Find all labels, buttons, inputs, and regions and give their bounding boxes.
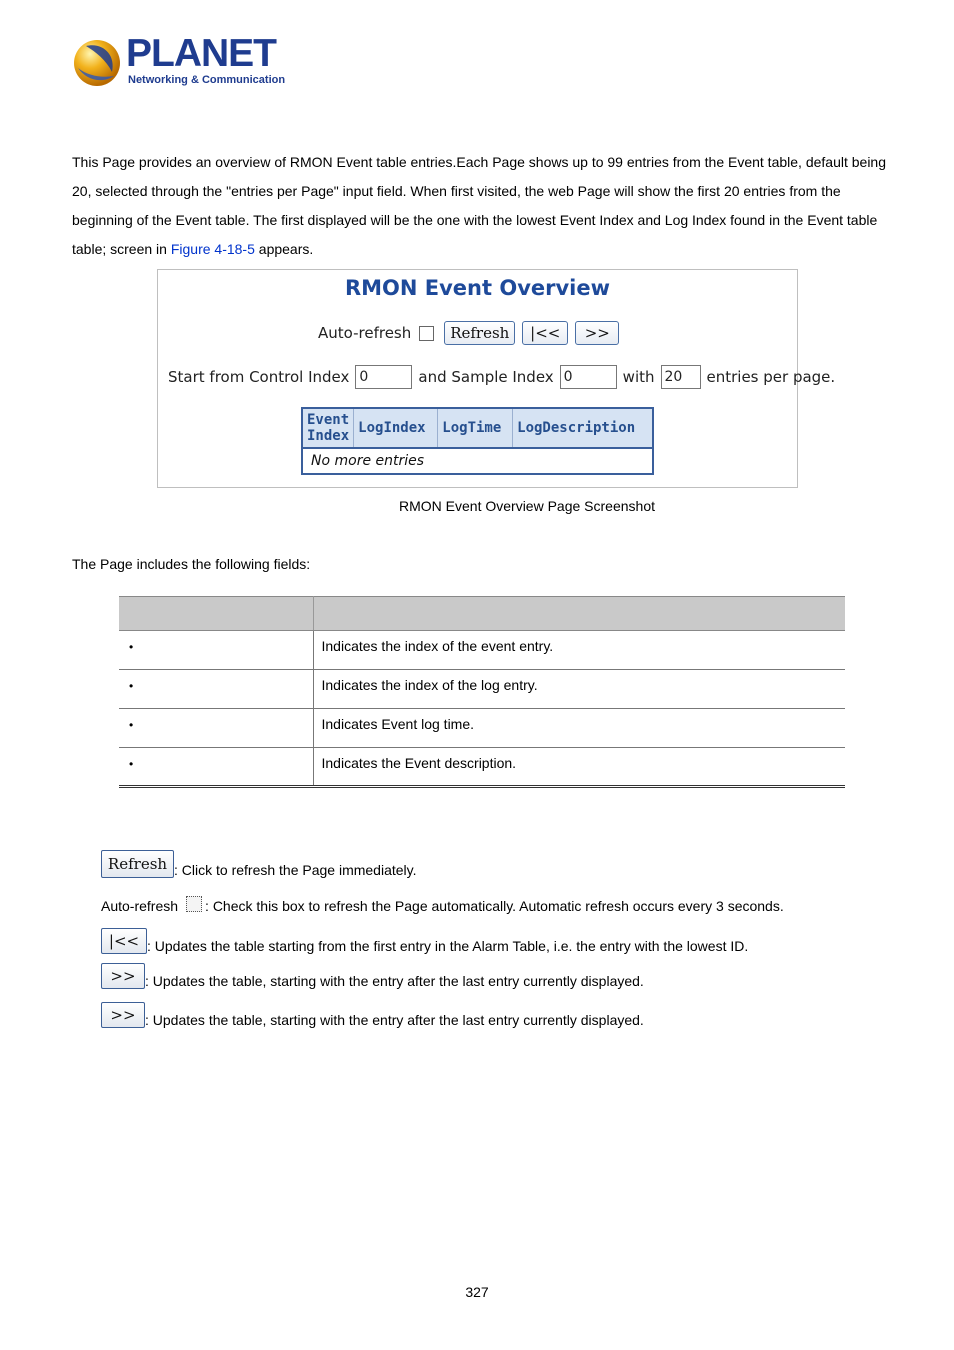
fields-header-description [313,597,845,631]
auto-refresh-desc-label: Auto-refresh [101,898,179,914]
empty-table-message: No more entries [311,453,425,469]
field-description: Indicates Event log time. [313,709,845,748]
start-index-label: Start from Control Index [168,368,350,386]
bullet: • [129,757,134,771]
intro-text-end: appears. [254,241,314,257]
fields-intro: The Page includes the following fields: [72,556,311,572]
first-page-button-sample[interactable]: |<< [101,928,147,954]
next-page-button-sample-2[interactable]: >> [101,1002,145,1028]
with-label: with [622,368,655,386]
figure-caption: RMON Event Overview Page Screenshot [399,498,655,514]
fields-header-object [119,597,313,631]
field-description: Indicates the index of the event entry. [313,631,845,670]
rmon-event-overview-screenshot [157,269,836,488]
event-index-header: Event Index [302,408,354,448]
fields-table [119,596,845,788]
log-index-header: LogIndex [354,408,438,448]
next-page-button-sample[interactable]: >> [101,963,145,989]
auto-refresh-checkbox-sample[interactable] [186,896,202,912]
intro-paragraph [72,148,892,264]
refresh-button-sample[interactable]: Refresh [101,850,174,878]
next-page-desc-text-2: : Updates the table, starting with the entry after the last entry currently displayed. [145,1012,644,1028]
field-description: Indicates the index of the log entry. [313,670,845,709]
page-number: 327 [465,1284,489,1300]
auto-refresh-label: Auto-refresh [318,324,412,342]
entries-per-page-label: entries per page. [706,368,836,386]
auto-refresh-checkbox[interactable] [419,326,434,341]
table-row [119,709,845,748]
first-page-desc-text: : Updates the table starting from the first entry in the Alarm Table, i.e. the entry with the lowest ID. [147,938,749,954]
logo-wordmark: PLANET [126,32,276,75]
field-description: Indicates the Event description. [313,748,845,787]
refresh-description [101,850,417,878]
next-page-description-2 [101,1002,644,1028]
intro-text: This Page provides an overview of RMON Event table entries.Each Page shows up to 99 entries from the Event table, default being 20, selected through the "entries per Page" input field. When first visited, the web Page will show the first 20 entries from the beginning of the Event table. The first displayed will be the one with the lowest Event Index and Log Index found in the Event table table; screen in [72,154,887,257]
refresh-button[interactable]: Refresh [444,321,515,345]
table-row [119,631,845,670]
planet-logo [72,32,286,92]
next-page-description [101,963,644,989]
figure-controls [318,320,626,346]
next-page-desc-text: : Updates the table, starting with the entry after the last entry currently displayed. [145,973,644,989]
bullet: • [129,718,134,732]
event-table [301,407,654,475]
auto-refresh-desc-text: : Check this box to refresh the Page automatically. Automatic refresh occurs every 3 seconds. [205,898,784,914]
bullet: • [129,679,134,693]
table-row [119,748,845,787]
auto-refresh-description [101,896,784,914]
sample-index-input[interactable]: 0 [560,365,617,389]
refresh-desc-text: : Click to refresh the Page immediately. [174,862,417,878]
globe-logo-icon [72,38,122,88]
entries-per-page-input[interactable]: 20 [661,365,701,389]
first-page-description [101,928,748,954]
sample-index-label: and Sample Index [418,368,554,386]
log-description-header: LogDescription [513,408,653,448]
figure-title: RMON Event Overview [344,276,611,300]
table-row [119,670,845,709]
log-time-header: LogTime [438,408,513,448]
logo-tagline: Networking & Communication [128,74,286,86]
figure-link[interactable]: Figure 4-18-5 [170,241,255,257]
figure-index-row [168,364,835,390]
control-index-input[interactable]: 0 [355,365,412,389]
next-page-button[interactable]: >> [575,321,619,345]
bullet: • [129,640,134,654]
first-page-button[interactable]: |<< [522,321,568,345]
